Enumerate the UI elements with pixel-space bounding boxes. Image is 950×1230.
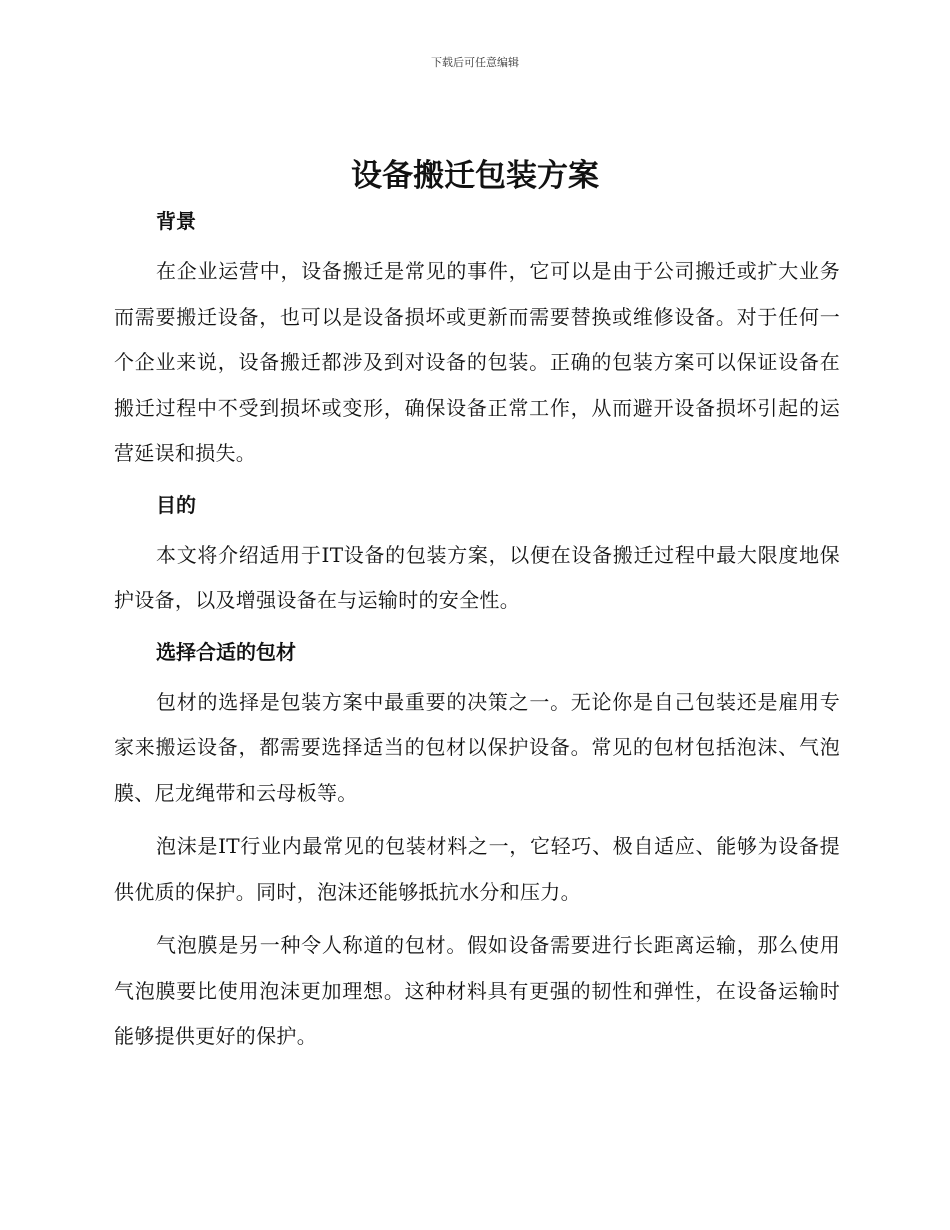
document-title: 设备搬迁包装方案 <box>351 158 599 194</box>
section-heading: 目的 <box>156 492 196 517</box>
document-body <box>114 201 840 1068</box>
section-packaging-materials <box>114 632 840 1060</box>
section-purpose <box>114 485 840 624</box>
paragraph: 在企业运营中，设备搬迁是常见的事件，它可以是由于公司搬迁或扩大业务而需要搬迁设备，也可以是设备损坏或更新而需要替换或维修设备。对于任何一个企业来说，设备搬迁都涉及到对设备的包装。正确的包装方案可以保证设备在搬迁过程中不受到损坏或变形，确保设备正常工作，从而避开设备损坏引起的运营延误和损失。 <box>114 259 840 465</box>
header-note: 下载后可任意编辑 <box>431 56 519 69</box>
paragraph: 包材的选择是包装方案中最重要的决策之一。无论你是自己包装还是雇用专家来搬运设备，都需要选择适当的包材以保护设备。常见的包材包括泡沫、气泡膜、尼龙绳带和云母板等。 <box>114 689 840 805</box>
paragraph: 泡沫是IT行业内最常见的包装材料之一，它轻巧、极自适应、能够为设备提供优质的保护。同时，泡沫还能够抵抗水分和压力。 <box>114 834 840 904</box>
section-background <box>114 201 840 477</box>
paragraph: 本文将介绍适用于IT设备的包装方案，以便在设备搬迁过程中最大限度地保护设备，以及增强设备在与运输时的安全性。 <box>114 542 840 612</box>
section-heading: 背景 <box>156 209 196 233</box>
paragraph: 气泡膜是另一种令人称道的包材。假如设备需要进行长距离运输，那么使用气泡膜要比使用泡沫更加理想。这种材料具有更强的韧性和弹性，在设备运输时能够提供更好的保护。 <box>114 933 840 1048</box>
section-heading: 选择合适的包材 <box>156 639 296 664</box>
